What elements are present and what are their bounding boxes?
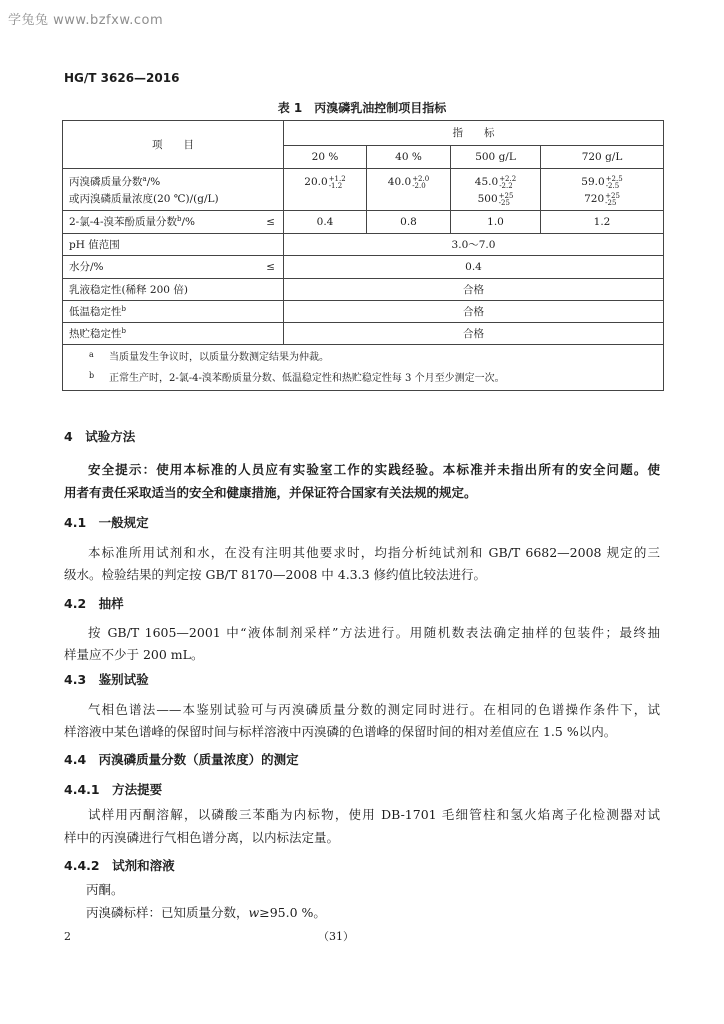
- table-cell: [284, 169, 367, 211]
- paragraph-line: 级水。检验结果的判定按 GB/T 8170—2008 中 4.3.3 修约值比较法进行。: [64, 567, 487, 582]
- reagent-item: [86, 905, 326, 921]
- table-row: [63, 279, 664, 301]
- table-row: [63, 301, 664, 323]
- lower-tolerance: -2.2: [499, 181, 513, 190]
- row-label: [63, 211, 284, 234]
- paragraph-line: 样中的丙溴磷进行气相色谱分离，以内标法定量。: [64, 830, 340, 845]
- table-cell: 0.4: [284, 256, 664, 279]
- row-label: [63, 256, 284, 279]
- label-text: 丙溴磷质量分数: [69, 176, 143, 188]
- tolerance-value: [304, 174, 345, 191]
- footnote-mark: a: [142, 175, 147, 183]
- upper-tolerance: +2.2: [499, 174, 517, 183]
- page-sequence: （31）: [318, 930, 354, 943]
- footnote-text: 正常生产时，2-氯-4-溴苯酚质量分数、低温稳定性和热贮稳定性每 3 个月至少测定一次。: [109, 372, 505, 384]
- page-number: 2: [64, 930, 71, 943]
- row-label: [63, 301, 284, 323]
- section-heading: 4.1 一般规定: [64, 515, 149, 530]
- table-cell: 0.4: [284, 211, 367, 234]
- value-base: 720: [584, 193, 605, 205]
- footnote-mark: b: [177, 215, 182, 223]
- lower-tolerance: -25: [605, 198, 617, 207]
- table-footnotes: [63, 345, 664, 391]
- limit-symbol: ≤: [266, 261, 275, 273]
- footnote-text: 当质量发生争议时，以质量分数测定结果为仲裁。: [109, 351, 329, 363]
- row-label: [63, 323, 284, 345]
- unit-text: /%: [181, 216, 196, 228]
- row-label: [63, 169, 284, 211]
- column-header: 500 g/L: [451, 146, 541, 169]
- column-header: 40 %: [367, 146, 451, 169]
- table-row: [63, 169, 664, 211]
- lower-tolerance: -25: [498, 198, 510, 207]
- table-caption: 表 1 丙溴磷乳油控制项目指标: [277, 101, 447, 115]
- paragraph-line: 气相色谱法——本鉴别试验可与丙溴磷质量分数的测定同时进行。在相同的色谱操作条件下，试: [88, 702, 660, 717]
- section-heading: 4.4 丙溴磷质量分数（质量浓度）的测定: [64, 752, 299, 767]
- table-row: [63, 211, 664, 234]
- reagent-item: 丙酮。: [86, 882, 124, 897]
- row-label: pH 值范围: [63, 234, 284, 256]
- table-cell: 合格: [284, 279, 664, 301]
- tolerance-value: [581, 174, 622, 191]
- footnote-mark: b: [121, 326, 126, 335]
- upper-tolerance: +25: [605, 191, 620, 200]
- reagent-text: ≥95.0 %。: [259, 905, 326, 920]
- table-cell: 0.8: [367, 211, 451, 234]
- table-cell: [541, 169, 664, 211]
- indicator-table: [62, 120, 664, 391]
- section-heading: 4.4.2 试剂和溶液: [64, 858, 175, 873]
- table-cell: [451, 169, 541, 211]
- label-text: 水分/%: [69, 261, 104, 273]
- paragraph-line: 试样用丙酮溶解，以磷酸三苯酯为内标物，使用 DB-1701 毛细管柱和氢火焰离子化检测器对试: [88, 807, 660, 822]
- limit-symbol: ≤: [266, 216, 275, 228]
- tolerance-value: [584, 191, 620, 208]
- lower-tolerance: -2.5: [605, 181, 620, 190]
- value-base: 20.0: [304, 176, 328, 188]
- indicator-header: 指 标: [284, 121, 664, 146]
- value-base: 59.0: [581, 176, 605, 188]
- table-row: [63, 323, 664, 345]
- table-cell: 合格: [284, 323, 664, 345]
- mass-concentration-label: 或丙溴磷质量浓度(20 ℃)/(g/L): [69, 193, 219, 205]
- table-cell: [367, 169, 451, 211]
- section-heading: 4.4.1 方法提要: [64, 782, 163, 797]
- value-base: 40.0: [387, 176, 412, 188]
- value-base: 500: [477, 193, 498, 205]
- standard-code: HG/T 3626—2016: [64, 71, 180, 85]
- table-footnotes-row: [63, 345, 664, 391]
- safety-note-line: 用者有责任采取适当的安全和健康措施，并保证符合国家有关法规的规定。: [64, 485, 477, 500]
- table-cell: 1.2: [541, 211, 664, 234]
- table-cell: 合格: [284, 301, 664, 323]
- unit-text: /%: [146, 176, 161, 188]
- mass-fraction-symbol: w: [248, 905, 260, 920]
- upper-tolerance: +25: [498, 191, 514, 200]
- tolerance-value: [388, 174, 429, 191]
- safety-note-line: 安全提示：使用本标准的人员应有实验室工作的实践经验。本标准并未指出所有的安全问题。使: [88, 462, 660, 477]
- column-header: 20 %: [284, 146, 367, 169]
- upper-tolerance: +2.5: [605, 174, 623, 183]
- table-row: [63, 234, 664, 256]
- tolerance-value: [475, 174, 516, 191]
- upper-tolerance: +2.0: [412, 174, 430, 183]
- reagent-text: 丙溴磷标样：已知质量分数，: [86, 905, 249, 920]
- tolerance-value: [478, 191, 514, 208]
- label-text: 2-氯-4-溴苯酚质量分数: [69, 216, 178, 228]
- lower-tolerance: -2.0: [412, 181, 426, 190]
- paragraph-line: 按 GB/T 1605—2001 中“液体制剂采样”方法进行。用随机数表法确定抽样的包装件；最终抽: [88, 625, 660, 640]
- footnote: a 当质量发生争议时，以质量分数测定结果为仲裁。: [89, 349, 329, 363]
- watermark: 学兔兔 www.bzfxw.com: [8, 13, 164, 28]
- column-header: 720 g/L: [541, 146, 664, 169]
- section-heading: 4 试验方法: [64, 429, 136, 444]
- value-base: 45.0: [474, 176, 499, 188]
- paragraph-line: 样量应不少于 200 mL。: [64, 647, 204, 662]
- footnote-mark: b: [121, 304, 126, 313]
- paragraph-line: 本标准所用试剂和水，在没有注明其他要求时，均指分析纯试剂和 GB/T 6682—2008 规定的三: [88, 545, 660, 560]
- table-cell: 3.0～7.0: [284, 234, 664, 256]
- section-heading: 4.2 抽样: [64, 596, 124, 611]
- section-heading: 4.3 鉴别试验: [64, 672, 149, 687]
- row-label: 乳液稳定性(稀释 200 倍): [63, 279, 284, 301]
- item-header: 项 目: [63, 121, 284, 169]
- lower-tolerance: -1.2: [328, 181, 343, 190]
- table-cell: 1.0: [451, 211, 541, 234]
- mass-fraction-label: [69, 174, 283, 191]
- label-text: 热贮稳定性: [69, 327, 122, 340]
- label-text: 低温稳定性: [69, 305, 122, 318]
- table-header-row: [63, 121, 664, 146]
- footnote: b 正常生产时，2-氯-4-溴苯酚质量分数、低温稳定性和热贮稳定性每 3 个月至少测定一次。: [89, 370, 505, 384]
- table-row: [63, 256, 664, 279]
- upper-tolerance: +1.2: [328, 174, 346, 183]
- paragraph-line: 样溶液中某色谱峰的保留时间与标样溶液中丙溴磷的色谱峰的保留时间的相对差值应在 1.5 %以内。: [64, 724, 617, 739]
